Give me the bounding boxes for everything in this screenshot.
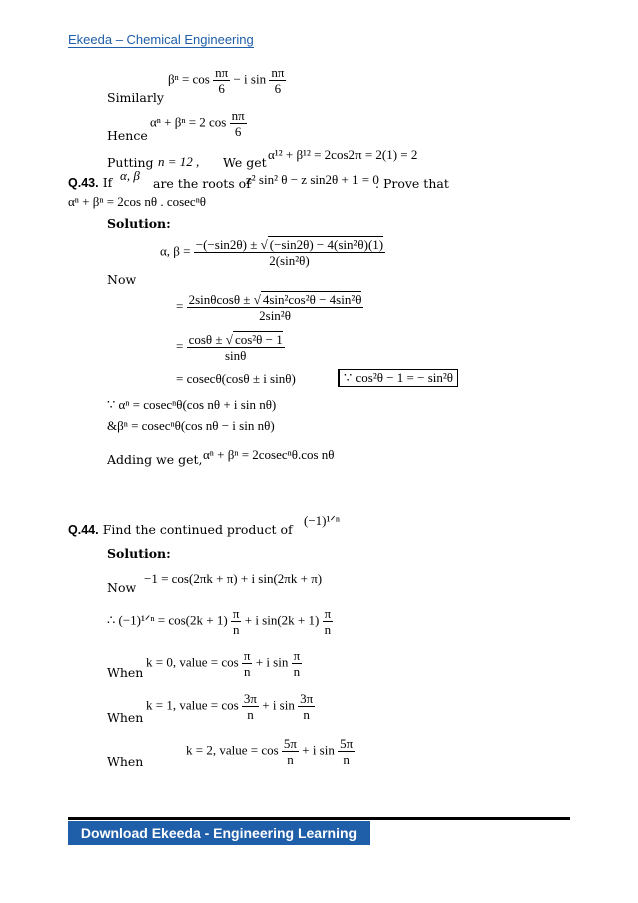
q44-solution-label: Solution: — [107, 546, 171, 561]
identity-note: ∵ cos²θ − 1 = − sin²θ — [338, 369, 458, 387]
roots-label: are the roots of — [153, 176, 251, 191]
footer-divider — [68, 817, 570, 820]
adding-result: αⁿ + βⁿ = 2cosecⁿθ.cos nθ — [203, 447, 335, 462]
prove-that-label: . Prove that — [375, 176, 449, 191]
if-label: If — [102, 175, 113, 190]
quadratic-formula: α, β = $\frac{\text{−(−sin2θ) ± √ (−sin2θ) − 4(sin²θ)(1)}}{\text{2(sin²θ)}}$ — [160, 237, 384, 268]
step-4: = cosecθ(cosθ ± i sinθ) — [176, 371, 296, 386]
step-3: = $\frac{\text{cosθ ± √ cos²θ − 1}}{\sin\theta}$ — [176, 332, 283, 363]
putting-result: α¹² + β¹² = 2cos2π = 2(1) = 2 — [268, 147, 418, 162]
step-2: = $\frac{\text{2sinθcosθ ± √ 4sin²cos²θ − 4sin²θ}}{\text{2sin²θ}}$ — [176, 292, 362, 323]
q44-text: Find the continued product of — [102, 522, 293, 537]
now-label: Now — [107, 272, 137, 287]
q44-expression: (−1)¹ᐟⁿ — [304, 513, 340, 528]
beta-n-expression: &βⁿ = cosecⁿθ(cos nθ − i sin nθ) — [107, 418, 275, 433]
we-get-label: We get — [223, 155, 267, 170]
hence-equation: αⁿ + βⁿ = 2 cos $\frac{n\pi}{6}$ — [150, 108, 245, 139]
adding-label: Adding we get, — [107, 452, 203, 467]
now-label-2: Now — [107, 580, 137, 595]
page-header: Ekeeda – Chemical Engineering — [68, 32, 254, 47]
alpha-beta: α, β — [120, 168, 140, 183]
prove-expression: αⁿ + βⁿ = 2cos nθ . cosecⁿθ — [68, 194, 207, 209]
beta-n-equation: βⁿ = cos $\frac{n\pi}{6}$ − i sin $\frac{n\pi}{6}$ — [168, 65, 285, 96]
similarly-label: Similarly — [107, 90, 164, 105]
minus-one-equation: −1 = cos(2πk + π) + i sin(2πk + π) — [144, 571, 323, 586]
k0-equation: k = 0, value = cos $\frac{\pi}{n}$ + i sin $\frac{\pi}{n}$ — [146, 648, 301, 679]
k2-equation: k = 2, value = cos $\frac{5\pi}{n}$ + i sin $\frac{5\pi}{n}$ — [186, 736, 354, 767]
putting-label: Putting — [107, 155, 154, 170]
q44-number: Q.44. — [68, 523, 99, 537]
k1-equation: k = 1, value = cos $\frac{3\pi}{n}$ + i sin $\frac{3\pi}{n}$ — [146, 691, 314, 722]
therefore-equation: ∴ (−1)¹ᐟⁿ = cos(2k + 1) $\frac{\pi}{n}$ + i sin(2k + 1) $\frac{\pi}{n}$ — [107, 606, 332, 637]
when-label-2: When — [107, 710, 144, 725]
q43-line — [68, 175, 112, 191]
n-equals-12: n = 12 , — [158, 154, 200, 169]
q43-solution-label: Solution: — [107, 216, 171, 231]
alpha-n-expression: ∵ αⁿ = cosecⁿθ(cos nθ + i sin nθ) — [107, 397, 277, 412]
download-app-banner[interactable]: Download Ekeeda - Engineering Learning App — [68, 821, 370, 845]
q44-line — [68, 522, 293, 538]
q43-number: Q.43. — [68, 176, 99, 190]
when-label-1: When — [107, 665, 144, 680]
when-label-3: When — [107, 754, 144, 769]
quadratic-equation: z² sin² θ − z sin2θ + 1 = 0 — [246, 172, 379, 187]
hence-label: Hence — [107, 128, 148, 143]
